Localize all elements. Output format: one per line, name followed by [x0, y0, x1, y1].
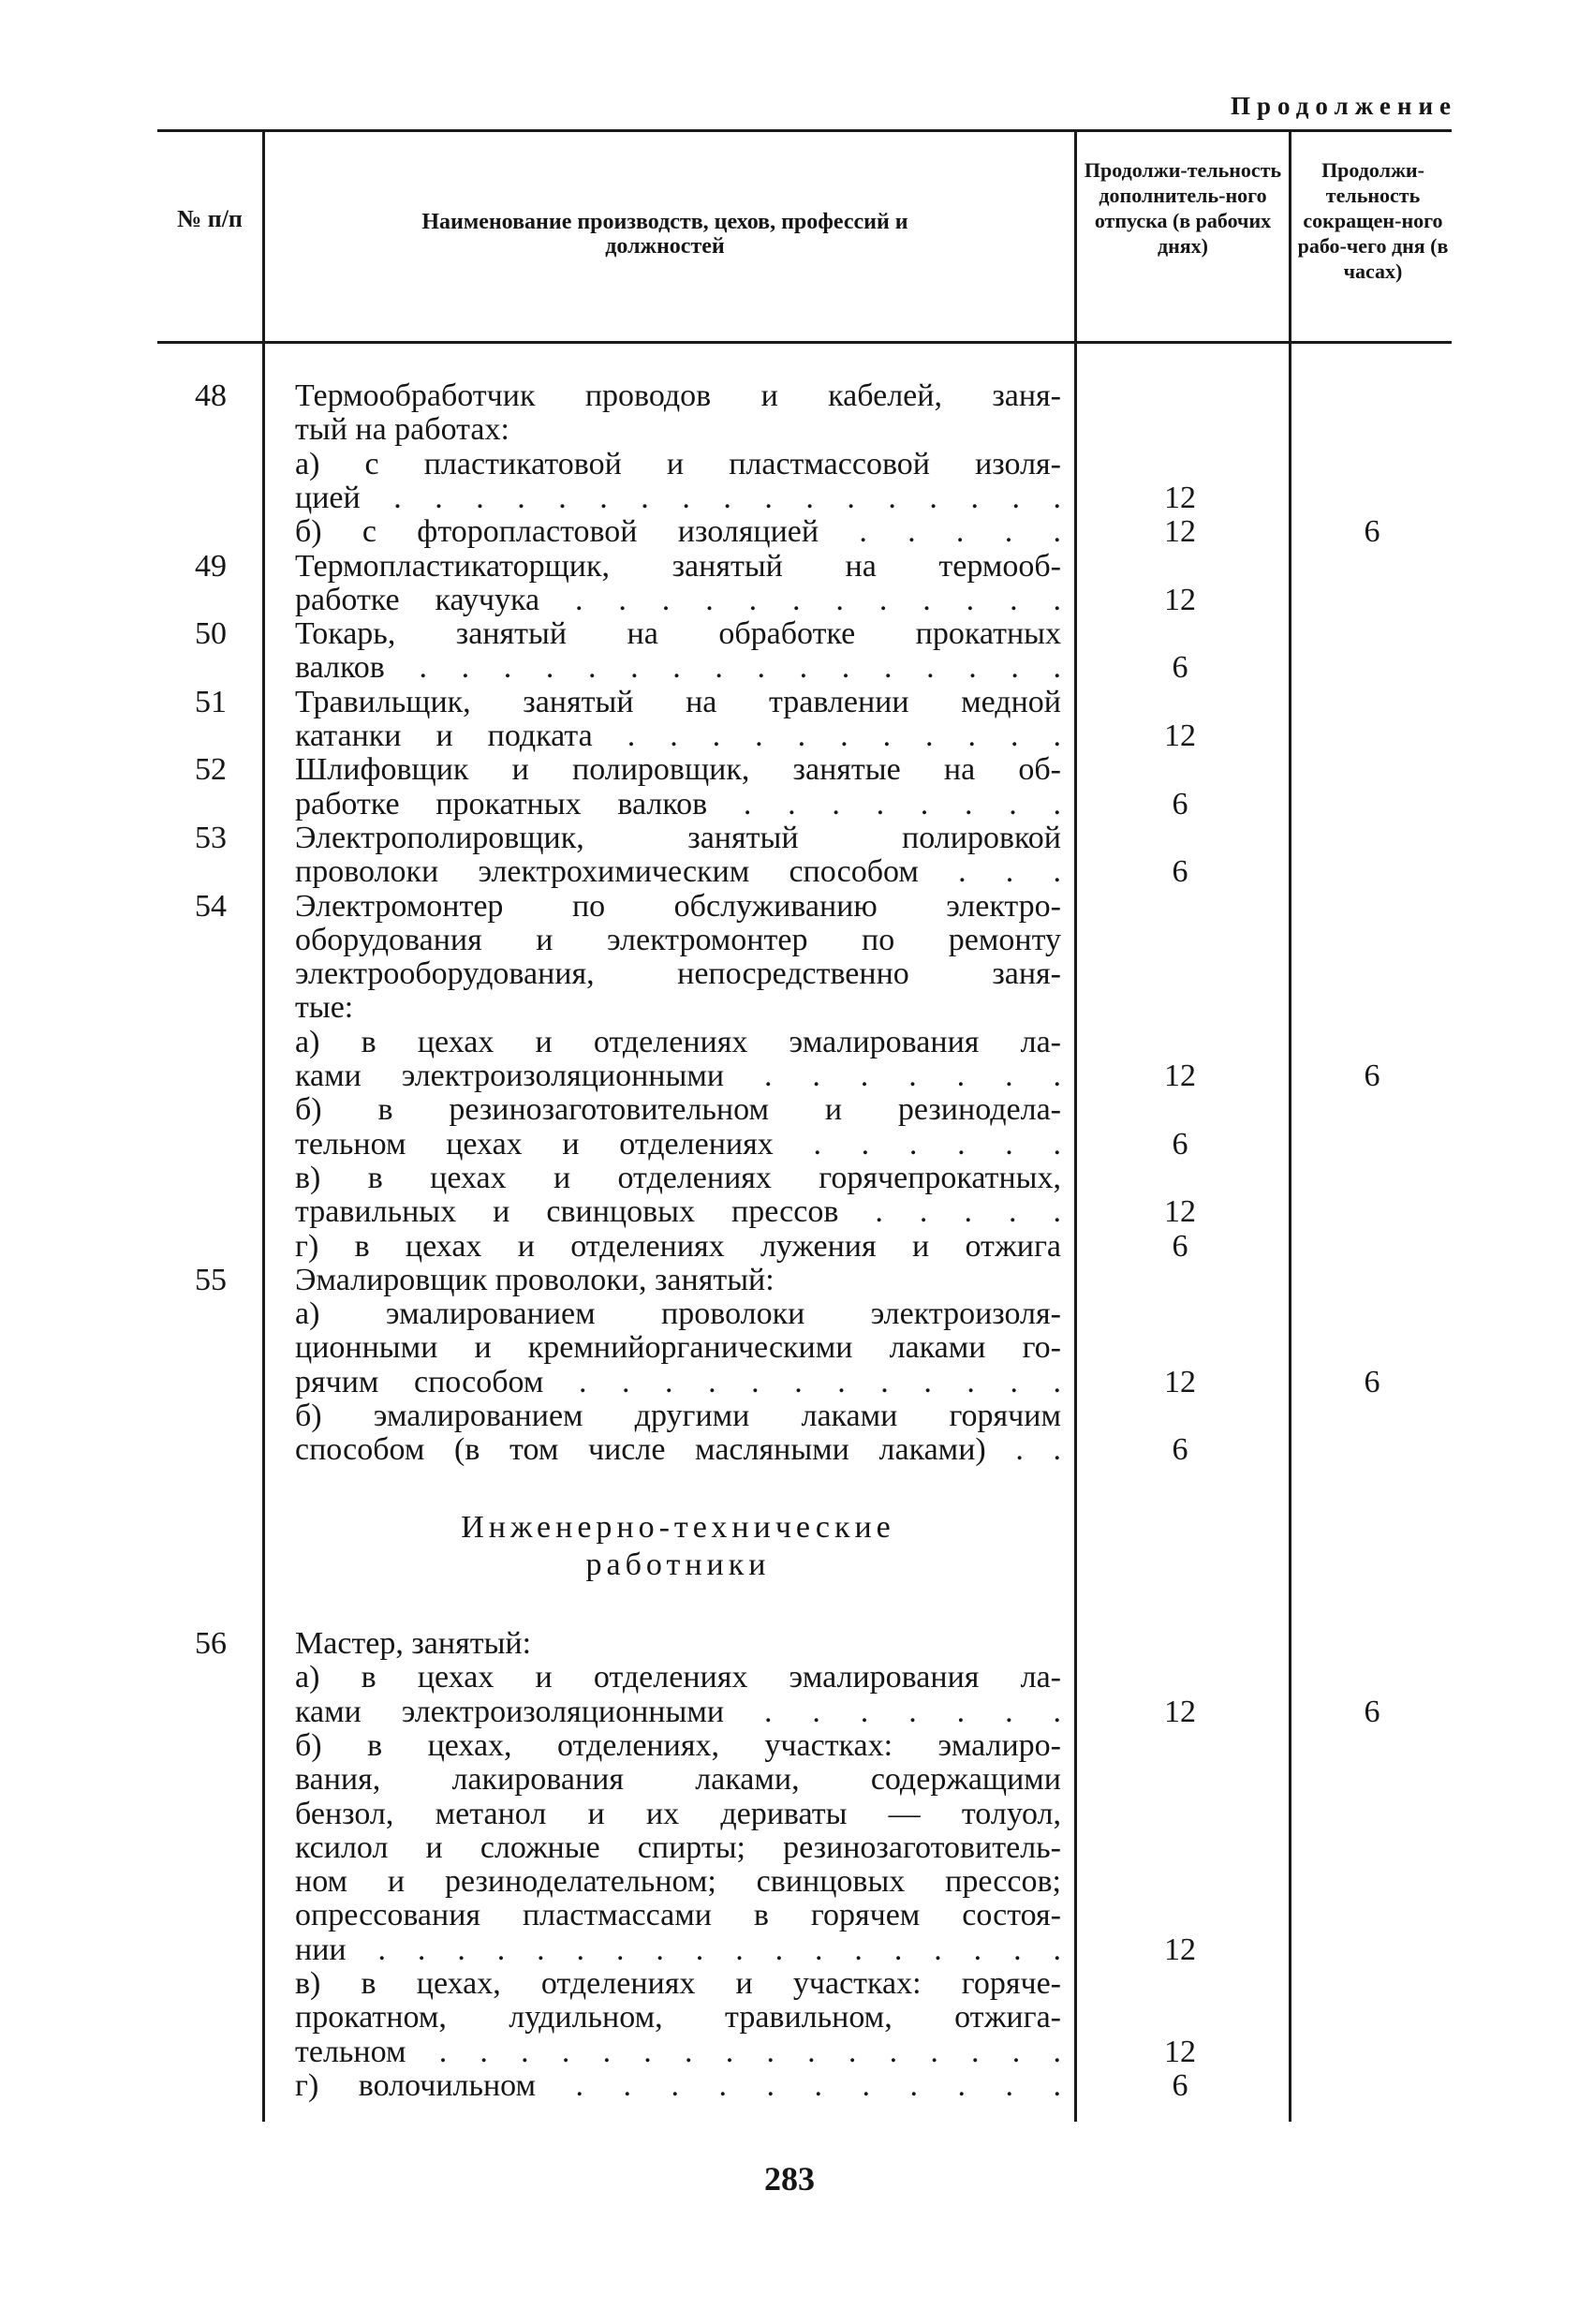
table-row — [0, 1797, 1579, 1831]
row-number: 49 — [195, 548, 227, 584]
table-row — [0, 1127, 1579, 1162]
table-row — [0, 1762, 1579, 1797]
row-number: 56 — [195, 1626, 227, 1661]
row-text: а) эмалированием проволоки электроизоля- — [295, 1296, 1061, 1332]
table-row — [0, 752, 1579, 787]
table-row — [0, 956, 1579, 991]
row-text: б) с фторопластовой изоляцией . . . . . — [295, 514, 1061, 550]
row-text: электрооборудования, непосредственно заня- — [295, 956, 1061, 992]
leave-days-value: 6 — [1172, 786, 1188, 822]
table-row — [0, 1296, 1579, 1331]
table-row — [0, 787, 1579, 822]
table-row — [0, 1330, 1579, 1365]
table-row — [0, 1695, 1579, 1729]
row-number: 53 — [195, 820, 227, 855]
row-text: рячим способом . . . . . . . . . . . . — [295, 1364, 1061, 1399]
header-col-name: Наименование производств, цехов, профессий и должностей — [421, 210, 908, 259]
table-row — [0, 650, 1579, 685]
row-number: 52 — [195, 752, 227, 788]
table-row — [0, 1194, 1579, 1229]
row-text: прокатном, лудильном, травильном, отжига- — [295, 2000, 1061, 2035]
row-text: б) в резинозаготовительном и резинодела- — [295, 1092, 1061, 1128]
leave-days-value: 12 — [1164, 2034, 1196, 2069]
table-row — [0, 1626, 1579, 1661]
table-row — [0, 2068, 1579, 2103]
row-text: тельном цехах и отделениях . . . . . . — [295, 1126, 1061, 1162]
leave-days-value: 12 — [1164, 1194, 1196, 1230]
table-row — [0, 481, 1579, 515]
leave-days-value: 12 — [1164, 1364, 1196, 1399]
leave-days-value: 6 — [1172, 1126, 1188, 1162]
row-number: 50 — [195, 616, 227, 652]
leave-days-value: 12 — [1164, 480, 1196, 515]
table-row — [0, 854, 1579, 889]
row-text: Электромонтер по обслуживанию электро- — [295, 888, 1061, 924]
table-row — [0, 1365, 1579, 1399]
row-text: а) в цехах и отделениях эмалирования ла- — [295, 1660, 1061, 1695]
row-text: ками электроизоляционными . . . . . . . — [295, 1058, 1061, 1093]
row-text: катанки и подката . . . . . . . . . . . — [295, 718, 1061, 753]
header-bottom-rule — [157, 341, 1452, 344]
workday-hours-value: 6 — [1364, 1694, 1380, 1729]
row-number: 51 — [195, 684, 227, 719]
leave-days-value: 6 — [1172, 1432, 1188, 1468]
table-row — [0, 1966, 1579, 2001]
row-text: Термопластикаторщик, занятый на термооб- — [295, 548, 1061, 584]
table-row — [0, 583, 1579, 617]
leave-days-value: 12 — [1164, 514, 1196, 550]
section-title-engineering: Инженерно-технические — [461, 1510, 895, 1545]
row-text: ксилол и сложные спирты; резинозаготовитель- — [295, 1829, 1061, 1865]
workday-hours-value: 6 — [1364, 514, 1380, 550]
section-title-workers: работники — [585, 1547, 771, 1582]
row-text: вания, лакирования лаками, содержащими — [295, 1762, 1061, 1798]
table-row — [0, 1092, 1579, 1127]
table-top-rule — [157, 129, 1452, 132]
table-row — [0, 1660, 1579, 1695]
row-text: работке прокатных валков . . . . . . . . — [295, 786, 1061, 822]
row-text: ционными и кремнийорганическими лаками го- — [295, 1330, 1061, 1366]
continuation-label: Продолжение — [1231, 92, 1457, 120]
header-col-hours: Продолжи-тельность сокращен-ного рабо-чего дня (в часах) — [1297, 158, 1449, 283]
table-row — [0, 1058, 1579, 1093]
page-number: 283 — [764, 2160, 815, 2198]
leave-days-value: 6 — [1172, 650, 1188, 686]
table-row — [0, 1025, 1579, 1059]
table-row — [0, 1830, 1579, 1865]
header-col-leave: Продолжи-тельность дополнитель-ного отпуска (в рабочих днях) — [1084, 158, 1282, 258]
leave-days-value: 6 — [1172, 1228, 1188, 1264]
row-text: г) волочильном . . . . . . . . . . . — [295, 2067, 1061, 2103]
row-text: а) в цехах и отделениях эмалирования ла- — [295, 1024, 1061, 1059]
row-text: опрессования пластмассами в горячем состоя- — [295, 1898, 1061, 1933]
table-row — [0, 685, 1579, 719]
row-number: 54 — [195, 888, 227, 924]
table-row — [0, 1932, 1579, 1967]
leave-days-value: 6 — [1172, 2067, 1188, 2103]
table-row — [0, 1864, 1579, 1899]
table-row — [0, 1432, 1579, 1467]
row-text: б) эмалированием другими лаками горячим — [295, 1399, 1061, 1433]
workday-hours-value: 6 — [1364, 1364, 1380, 1399]
leave-days-value: 12 — [1164, 582, 1196, 617]
row-text: оборудования и электромонтер по ремонту — [295, 922, 1061, 957]
table-row — [0, 1161, 1579, 1195]
table-row — [0, 1399, 1579, 1433]
section-title-line-1 — [0, 1510, 1579, 1545]
table-row — [0, 2000, 1579, 2035]
section-title-line-2 — [0, 1547, 1579, 1582]
table-row — [0, 447, 1579, 481]
row-text: Электрополировщик, занятый полировкой — [295, 820, 1061, 855]
table-row — [0, 923, 1579, 957]
row-text: Токарь, занятый на обработке прокатных — [295, 616, 1061, 652]
row-text: Термообработчик проводов и кабелей, заня- — [295, 378, 1061, 413]
row-number: 55 — [195, 1262, 227, 1297]
row-text: травильных и свинцовых прессов . . . . . — [295, 1194, 1061, 1230]
table-row — [0, 549, 1579, 584]
row-text: в) в цехах и отделениях горячепрокатных, — [295, 1160, 1061, 1195]
row-text: цией . . . . . . . . . . . . . . . . . — [295, 480, 1061, 515]
row-number: 48 — [195, 378, 227, 413]
table-row — [0, 2035, 1579, 2069]
table-row — [0, 990, 1579, 1025]
table-row — [0, 821, 1579, 855]
row-text: ном и резиноделательном; свинцовых прессов; — [295, 1864, 1061, 1900]
leave-days-value: 12 — [1164, 718, 1196, 753]
row-text: проволоки электрохимическим способом . . . — [295, 854, 1061, 890]
row-text: бензол, метанол и их дериваты — толуол, — [295, 1796, 1061, 1831]
table-row — [0, 1263, 1579, 1297]
row-text: б) в цехах, отделениях, участках: эмалиро- — [295, 1727, 1061, 1763]
row-text: Мастер, занятый: — [295, 1626, 532, 1661]
header-col-num: № п/п — [177, 205, 243, 232]
table-row — [0, 718, 1579, 753]
row-text: тый на работах: — [295, 412, 509, 448]
row-text: в) в цехах, отделениях и участках: горяче- — [295, 1966, 1061, 2001]
table-row — [0, 616, 1579, 651]
row-text: Травильщик, занятый на травлении медной — [295, 684, 1061, 719]
leave-days-value: 6 — [1172, 854, 1188, 890]
table-row — [0, 1229, 1579, 1264]
row-text: Эмалировщик проволоки, занятый: — [295, 1262, 775, 1297]
row-text: Шлифовщик и полировщик, занятые на об- — [295, 752, 1061, 788]
table-row — [0, 514, 1579, 549]
workday-hours-value: 6 — [1364, 1058, 1380, 1093]
leave-days-value: 12 — [1164, 1694, 1196, 1729]
table-row — [0, 412, 1579, 447]
table-row — [0, 378, 1579, 413]
table-row — [0, 1728, 1579, 1763]
row-text: валков . . . . . . . . . . . . . . . . — [295, 650, 1061, 686]
row-text: нии . . . . . . . . . . . . . . . . . . — [295, 1932, 1061, 1967]
table-row — [0, 1898, 1579, 1932]
row-text: а) с пластикатовой и пластмассовой изоля- — [295, 446, 1061, 481]
leave-days-value: 12 — [1164, 1058, 1196, 1093]
row-text: способом (в том числе масляными лаками) . . — [295, 1432, 1061, 1468]
table-row — [0, 889, 1579, 924]
row-text: тельном . . . . . . . . . . . . . . . . — [295, 2034, 1061, 2069]
row-text: тые: — [295, 990, 354, 1026]
row-text: работке каучука . . . . . . . . . . . . — [295, 582, 1061, 617]
row-text: ками электроизоляционными . . . . . . . — [295, 1694, 1061, 1729]
row-text: г) в цехах и отделениях лужения и отжига — [295, 1228, 1061, 1264]
leave-days-value: 12 — [1164, 1932, 1196, 1967]
